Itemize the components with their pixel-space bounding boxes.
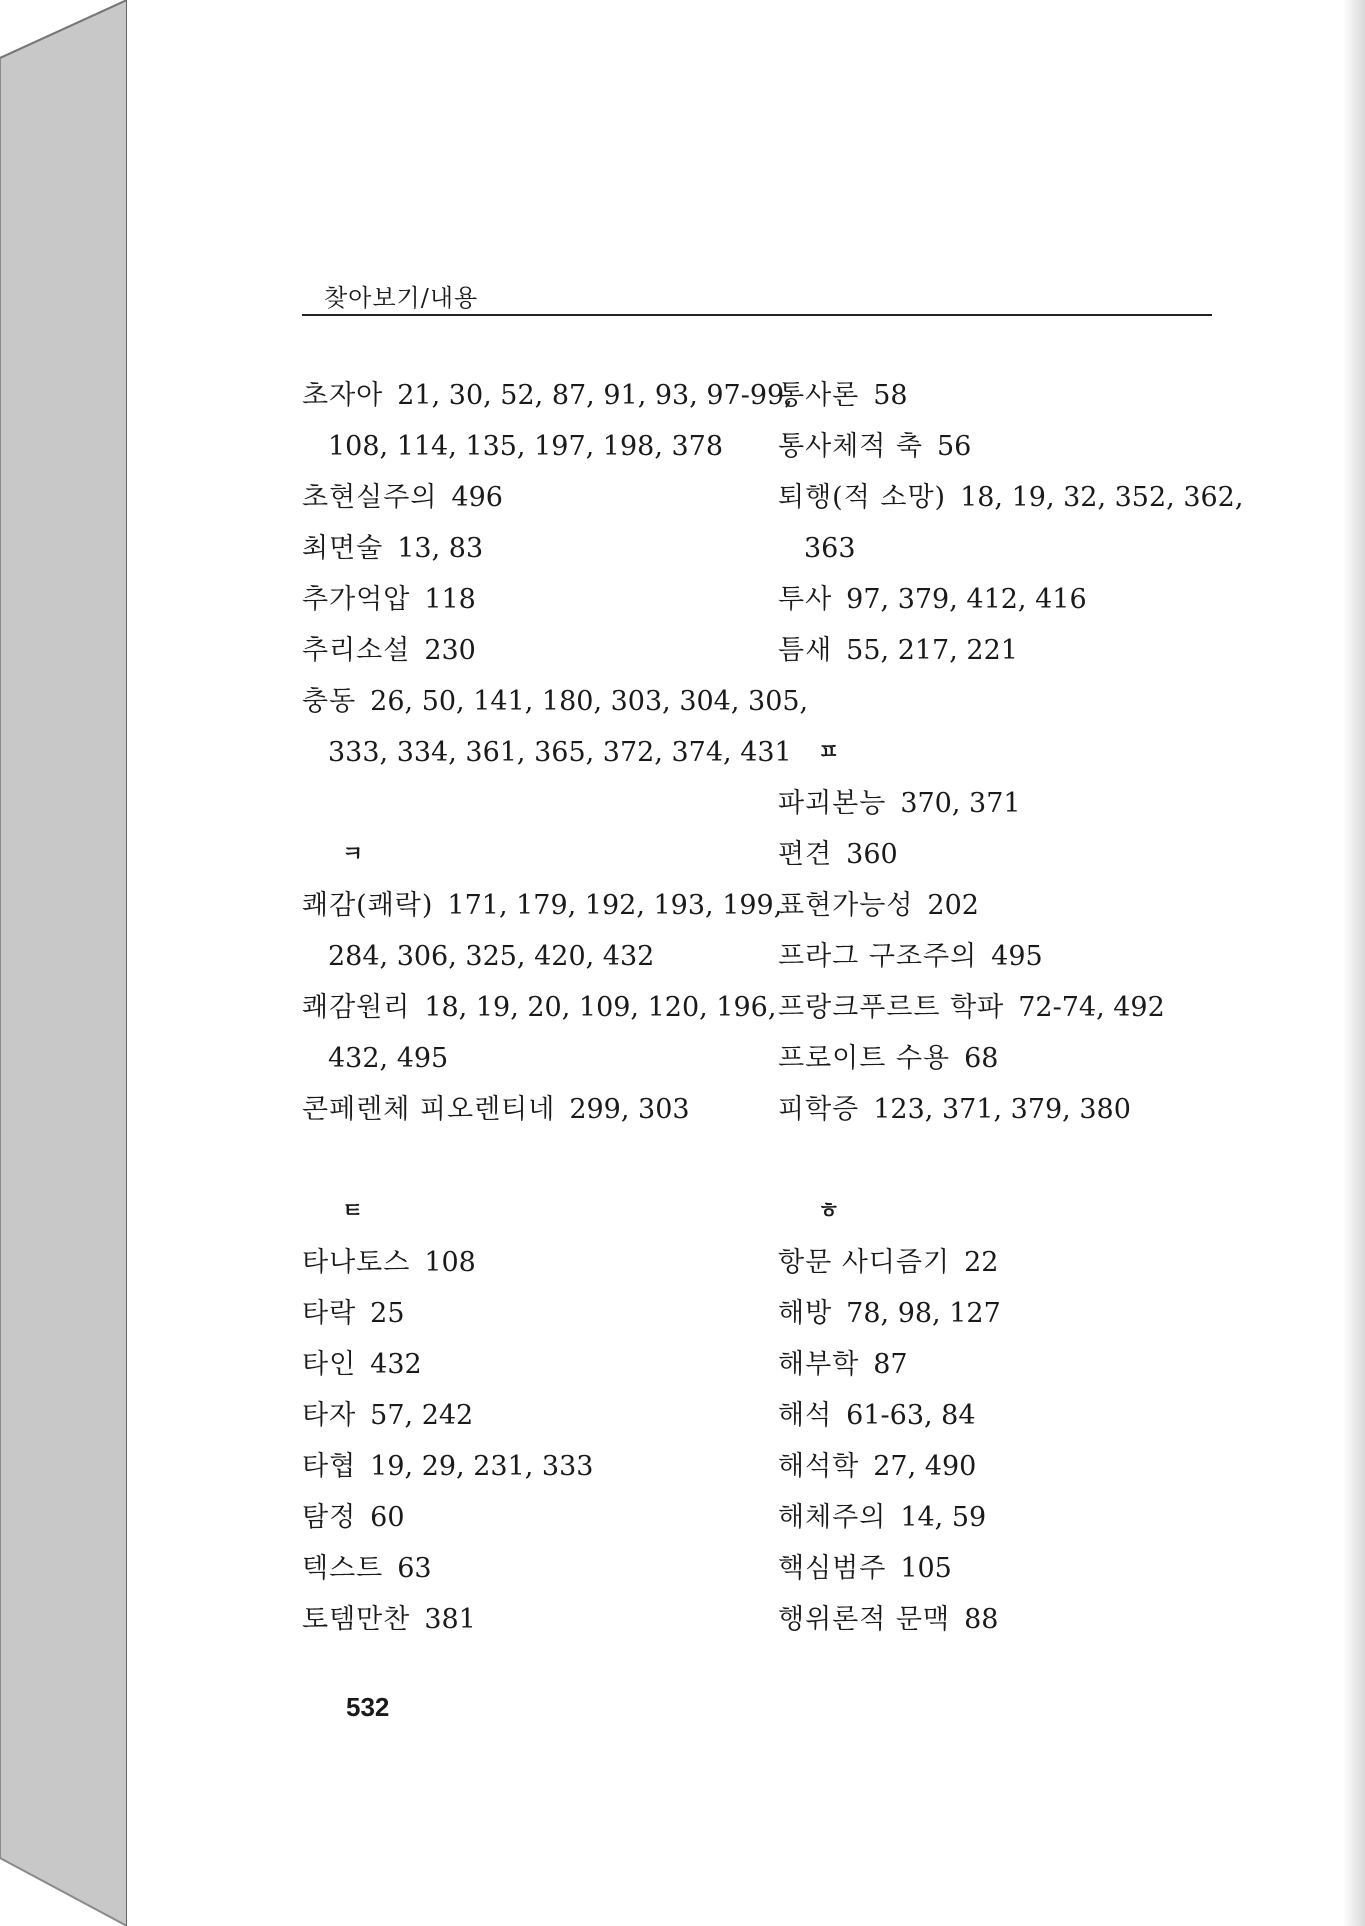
index-entry [778,982,1238,1033]
index-term: 해석 [778,1400,833,1431]
index-term: 타락 [302,1298,357,1329]
index-pages: 496 [451,482,503,513]
index-term: 투사 [778,584,833,615]
index-pages: 60 [370,1502,405,1533]
index-pages: 299, 303 [569,1094,690,1125]
index-term: 파괴본능 [778,788,887,819]
index-pages: 27, 490 [873,1451,977,1482]
index-entry-continuation: 333, 334, 361, 365, 372, 374, 431 [328,737,792,768]
index-entry-continuation: 432, 495 [328,1043,449,1074]
index-entry [778,625,1238,676]
index-pages: 360 [846,839,898,870]
index-entry [302,523,762,574]
index-term: 퇴행(적 소망) [778,482,947,513]
index-term: 통사체적 축 [778,431,923,462]
index-term: 해부학 [778,1349,860,1380]
index-pages: 108 [424,1247,476,1278]
index-pages: 55, 217, 221 [846,635,1018,666]
index-entry [778,1033,1238,1084]
index-entry [302,1441,762,1492]
index-pages: 495 [991,941,1043,972]
index-pages: 78, 98, 127 [846,1298,1001,1329]
index-pages: 56 [937,431,972,462]
index-term: 추리소설 [302,635,411,666]
index-entry [778,880,1238,931]
index-term: 충동 [302,686,357,717]
index-term: 탐정 [302,1502,357,1533]
index-pages: 381 [424,1604,476,1635]
index-entry [302,1237,762,1288]
index-entry [302,1288,762,1339]
index-term: 타나토스 [302,1247,411,1278]
index-entry [302,1339,762,1390]
index-pages: 118 [424,584,476,615]
index-term: 추가억압 [302,584,411,615]
index-entry [302,1594,762,1645]
index-entry [302,1543,762,1594]
index-term: 초현실주의 [302,482,438,513]
index-term: 프랑크푸르트 학파 [778,992,1005,1023]
index-term: 토템만찬 [302,1604,411,1635]
index-entry [302,625,762,676]
index-entry-continuation: 108, 114, 135, 197, 198, 378 [328,431,724,462]
index-entry [302,880,783,931]
index-entry [778,829,1238,880]
index-entry [302,1084,762,1135]
index-entry [778,1441,1238,1492]
index-term: 최면술 [302,533,384,564]
index-pages: 26, 50, 141, 180, 303, 304, 305, [370,686,809,717]
index-pages: 88 [964,1604,999,1635]
index-term: 쾌감(쾌락) [302,890,434,921]
index-entry [778,1594,1238,1645]
page-number: 532 [346,1692,390,1722]
index-term: 타협 [302,1451,357,1482]
index-pages: 19, 29, 231, 333 [370,1451,594,1482]
index-entry [778,1543,1238,1594]
section-gap [302,1135,762,1186]
index-pages: 202 [927,890,979,921]
index-term: 해석학 [778,1451,860,1482]
index-column-right [778,370,1244,1645]
index-term: 타자 [302,1400,357,1431]
index-term: 항문 사디즘기 [778,1247,951,1278]
index-pages: 230 [424,635,476,666]
index-pages: 171, 179, 192, 193, 199, [447,890,783,921]
index-entry [302,574,762,625]
index-entry [302,982,777,1033]
index-term: 타인 [302,1349,357,1380]
index-pages: 87 [873,1349,908,1380]
index-pages: 105 [900,1553,952,1584]
index-pages: 18, 19, 32, 352, 362, [960,482,1244,513]
index-entry [778,472,1244,523]
index-term: 초자아 [302,380,384,411]
index-term: 틈새 [778,635,833,666]
index-entry [778,1339,1238,1390]
index-term: 표현가능성 [778,890,914,921]
index-entry [778,778,1238,829]
index-pages: 21, 30, 52, 87, 91, 93, 97-99, [397,380,793,411]
index-entry [302,472,762,523]
index-entry [778,370,1238,421]
index-entry [778,421,1238,472]
index-term: 행위론적 문맥 [778,1604,951,1635]
index-pages: 13, 83 [397,533,484,564]
index-pages: 25 [370,1298,405,1329]
index-term: 통사론 [778,380,860,411]
index-pages: 97, 379, 412, 416 [846,584,1087,615]
index-entry [778,1084,1238,1135]
index-pages: 58 [873,380,908,411]
index-entry [302,1390,762,1441]
index-pages: 72-74, 492 [1018,992,1165,1023]
index-pages: 63 [397,1553,432,1584]
section-heading: ㅍ [818,739,840,765]
index-term: 프라그 구조주의 [778,941,978,972]
index-entry [778,1492,1238,1543]
index-term: 텍스트 [302,1553,384,1584]
index-pages: 18, 19, 20, 109, 120, 196, [424,992,777,1023]
section-gap [302,778,762,829]
index-entry [302,676,809,727]
index-pages: 57, 242 [370,1400,474,1431]
index-term: 해체주의 [778,1502,887,1533]
section-heading: ㅌ [342,1198,364,1224]
header-title: 찾아보기/내용 [324,284,479,312]
section-heading: ㅋ [342,841,364,867]
section-heading: ㅎ [818,1198,840,1224]
index-entry [302,370,793,421]
index-term: 해방 [778,1298,833,1329]
index-entry [778,931,1238,982]
index-pages: 14, 59 [900,1502,987,1533]
index-term: 콘페렌체 피오렌티네 [302,1094,556,1125]
index-entry-continuation: 363 [804,533,856,564]
index-entry [778,1237,1238,1288]
index-entry [778,1288,1238,1339]
section-gap [778,1135,1238,1186]
index-term: 핵심범주 [778,1553,887,1584]
index-pages: 61-63, 84 [846,1400,976,1431]
index-entry [778,1390,1238,1441]
index-entry [302,1492,762,1543]
index-entry [778,574,1238,625]
running-header [302,278,1212,316]
index-term: 쾌감원리 [302,992,411,1023]
index-term: 편견 [778,839,833,870]
index-entry-continuation: 284, 306, 325, 420, 432 [328,941,655,972]
index-term: 피학증 [778,1094,860,1125]
index-term: 프로이트 수용 [778,1043,951,1074]
index-pages: 68 [964,1043,999,1074]
index-pages: 370, 371 [900,788,1021,819]
index-pages: 123, 371, 379, 380 [873,1094,1131,1125]
index-pages: 22 [964,1247,999,1278]
page-right-shadow [1343,0,1365,1926]
index-pages: 432 [370,1349,422,1380]
section-gap [778,676,1238,727]
